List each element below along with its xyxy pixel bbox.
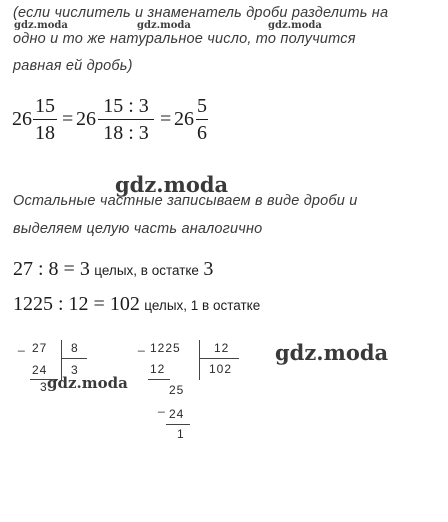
whole-number-3: 26 — [174, 108, 194, 130]
fraction-2 — [98, 95, 154, 144]
ld2-quotient: 102 — [209, 362, 233, 376]
ld2-subtract-2: 24 — [169, 407, 185, 421]
ld2-subtract-1: 12 — [150, 362, 166, 376]
division-1-expression: 27 : 8 = 3 — [13, 258, 90, 280]
division-1-rest: 3 — [203, 258, 214, 280]
fraction-3-bar — [196, 119, 208, 120]
division-1-text: целых, в остатке — [94, 263, 199, 278]
fraction-3-denominator: 6 — [197, 122, 207, 144]
division-line-2 — [13, 293, 260, 316]
intro-line-2: одно и то же натуральное число, то получится — [13, 31, 356, 47]
whole-number-2: 26 — [76, 108, 96, 130]
fraction-1-bar — [33, 119, 57, 120]
watermark-medium: gdz.moda — [47, 374, 128, 392]
ld1-divisor: 8 — [71, 341, 79, 355]
fraction-1-denominator: 18 — [35, 122, 55, 144]
division-2-text: целых, 1 в остатке — [144, 298, 261, 313]
equals-sign-2: = — [160, 108, 172, 130]
middle-line-2: выделяем целую часть аналогично — [13, 221, 263, 237]
ld2-subtract-1-underline — [148, 379, 170, 380]
ld1-quotient: 3 — [71, 363, 79, 377]
division-line-1 — [13, 258, 213, 281]
watermark-small-1: gdz.moda — [14, 20, 68, 31]
ld2-minus-sign: _ — [138, 338, 146, 352]
ld1-divisor-underline — [61, 358, 87, 359]
ld2-minus-sign-2: _ — [158, 399, 166, 413]
fraction-2-bar — [98, 119, 154, 120]
ld2-vertical-bar — [199, 340, 200, 380]
fraction-3-numerator: 5 — [197, 95, 207, 117]
ld1-subtract: 24 — [32, 363, 48, 377]
watermark-small-3: gdz.moda — [268, 20, 322, 31]
fraction-2-denominator: 18 : 3 — [103, 122, 149, 144]
intro-line-3: равная ей дробь) — [13, 58, 133, 74]
fraction-3 — [196, 95, 208, 144]
division-2-expression: 1225 : 12 = 102 — [13, 293, 140, 315]
ld1-dividend: 27 — [32, 341, 48, 355]
middle-line-1: Остальные частные записываем в виде дроби и — [13, 193, 358, 209]
watermark-large-1: gdz.moda — [115, 172, 229, 197]
ld2-divisor: 12 — [214, 341, 230, 355]
ld2-remainder: 1 — [177, 427, 185, 441]
fraction-1 — [33, 95, 57, 144]
fraction-1-numerator: 15 — [35, 95, 55, 117]
ld2-step-2: 25 — [169, 383, 185, 397]
ld2-subtract-2-underline — [166, 424, 190, 425]
intro-line-1: (если числитель и знаменатель дроби разделить на — [13, 5, 389, 21]
ld1-minus-sign: _ — [18, 338, 26, 352]
watermark-large-2: gdz.moda — [275, 340, 389, 365]
whole-number-1: 26 — [12, 108, 32, 130]
ld1-remainder: 3 — [40, 380, 48, 394]
fraction-2-numerator: 15 : 3 — [103, 95, 149, 117]
ld2-dividend: 1225 — [150, 341, 181, 355]
watermark-small-2: gdz.moda — [137, 20, 191, 31]
ld2-divisor-underline — [199, 358, 239, 359]
equals-sign-1: = — [62, 108, 74, 130]
